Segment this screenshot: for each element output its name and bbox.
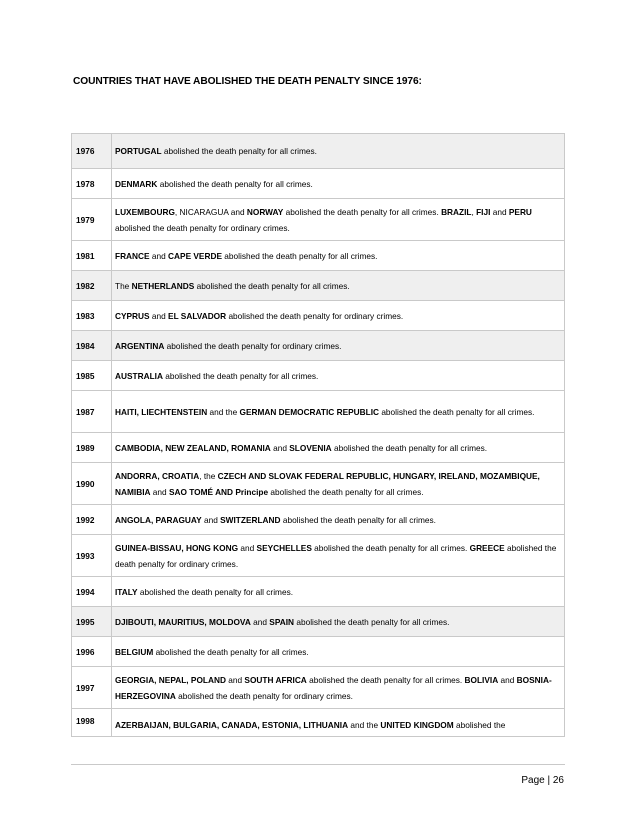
description-cell xyxy=(112,637,565,667)
table-row xyxy=(72,361,565,391)
description-text: and xyxy=(149,310,169,321)
description-text: , the xyxy=(199,470,218,481)
country-name: GERMAN DEMOCRATIC REPUBLIC xyxy=(239,406,380,417)
table-row xyxy=(72,199,565,241)
description-text: The xyxy=(115,280,132,291)
country-name: GUINEA-BISSAU, HONG KONG xyxy=(115,542,239,553)
description-text: abolished the death penalty for ordinary crimes. xyxy=(226,310,404,321)
year-cell: 1998 xyxy=(72,709,112,737)
description-text: and xyxy=(498,674,517,685)
description-text: , xyxy=(174,206,180,217)
description-cell xyxy=(112,709,565,737)
country-name: AZERBAIJAN, BULGARIA, CANADA, ESTONIA, LITHUANIA xyxy=(115,720,349,730)
table-row xyxy=(72,667,565,709)
year-cell: 1981 xyxy=(72,241,112,271)
description-text: NICARAGUA xyxy=(179,206,229,217)
year-cell: 1992 xyxy=(72,505,112,535)
year-cell: 1983 xyxy=(72,301,112,331)
year-cell: 1978 xyxy=(72,169,112,199)
country-name: SOUTH AFRICA xyxy=(244,674,307,685)
description-text: abolished the death penalty for all crimes. xyxy=(379,406,535,417)
description-cell xyxy=(112,607,565,637)
country-name: PERU xyxy=(508,206,532,217)
description-text: and xyxy=(270,442,290,453)
year-cell: 1982 xyxy=(72,271,112,301)
description-cell xyxy=(112,271,565,301)
description-text: and xyxy=(238,542,257,553)
description-cell xyxy=(112,169,565,199)
description-text: abolished the death penalty for ordinary crimes. xyxy=(115,222,290,233)
table-row xyxy=(72,505,565,535)
description-text: and xyxy=(149,250,169,261)
table-row xyxy=(72,301,565,331)
description-text: abolished the death penalty for ordinary crimes. xyxy=(175,690,353,701)
description-cell xyxy=(112,391,565,433)
description-cell xyxy=(112,577,565,607)
year-cell: 1984 xyxy=(72,331,112,361)
year-cell: 1985 xyxy=(72,361,112,391)
country-name: GEORGIA, NEPAL, POLAND xyxy=(115,674,226,685)
table-row xyxy=(72,709,565,737)
year-cell: 1997 xyxy=(72,667,112,709)
table-row xyxy=(72,535,565,577)
description-text: abolished the death penalty for all crimes. xyxy=(161,146,317,156)
year-cell: 1995 xyxy=(72,607,112,637)
description-text: abolished the death penalty for all crimes. xyxy=(222,250,378,261)
table-row xyxy=(72,463,565,505)
year-cell: 1993 xyxy=(72,535,112,577)
description-cell xyxy=(112,134,565,169)
country-name: ARGENTINA xyxy=(115,340,165,351)
country-name: SAO TOMÉ AND Principe xyxy=(168,486,269,497)
table-row xyxy=(72,607,565,637)
description-text: abolished the death penalty for ordinary crimes. xyxy=(115,542,557,569)
description-text: and xyxy=(225,674,245,685)
country-name: SPAIN xyxy=(269,616,295,627)
description-text: abolished the death penalty for all crimes. xyxy=(306,674,465,685)
description-text: and xyxy=(201,514,221,525)
country-name: AUSTRALIA xyxy=(115,370,163,381)
description-text: and xyxy=(490,206,509,217)
country-name: CZECH AND SLOVAK FEDERAL REPUBLIC, HUNGARY, IRELAND, MOZAMBIQUE, NAMIBIA xyxy=(115,470,540,497)
description-text: abolished the death penalty for all crimes. xyxy=(283,206,442,217)
description-text: abolished the death penalty for all crimes. xyxy=(311,542,470,553)
description-cell xyxy=(112,241,565,271)
table-row xyxy=(72,134,565,169)
country-name: GREECE xyxy=(469,542,505,553)
country-name: FIJI xyxy=(476,206,491,217)
country-name: NORWAY xyxy=(246,206,284,217)
description-text: abolished the death penalty for all crimes. xyxy=(331,442,488,453)
description-cell xyxy=(112,361,565,391)
country-name: ITALY xyxy=(115,586,138,597)
year-cell: 1990 xyxy=(72,463,112,505)
country-name: SLOVENIA xyxy=(289,442,332,453)
page-number: Page | 26 xyxy=(521,775,564,786)
description-text: abolished the death penalty for ordinary crimes. xyxy=(164,340,342,351)
description-cell xyxy=(112,505,565,535)
description-cell xyxy=(112,667,565,709)
country-name: CYPRUS xyxy=(115,310,150,321)
description-text: and xyxy=(228,206,247,217)
country-name: BELGIUM xyxy=(115,646,154,657)
description-text: abolished the death penalty for all crimes. xyxy=(162,370,319,381)
year-cell: 1979 xyxy=(72,199,112,241)
country-name: CAPE VERDE xyxy=(168,250,222,261)
country-name: NETHERLANDS xyxy=(131,280,195,291)
description-cell xyxy=(112,433,565,463)
description-text: and xyxy=(150,486,169,497)
country-name: BOSNIA-HERZEGOVINA xyxy=(115,674,552,701)
description-cell xyxy=(112,535,565,577)
description-cell xyxy=(112,199,565,241)
description-text: and the xyxy=(348,720,381,730)
year-cell: 1994 xyxy=(72,577,112,607)
country-name: ANGOLA, PARAGUAY xyxy=(115,514,202,525)
country-name: DENMARK xyxy=(115,178,158,189)
description-text: abolished the death penalty for all crimes. xyxy=(294,616,450,627)
table-row xyxy=(72,391,565,433)
table-row xyxy=(72,169,565,199)
description-text: abolished the death penalty for all crimes. xyxy=(137,586,294,597)
table-row xyxy=(72,637,565,667)
abolition-table xyxy=(71,133,565,737)
year-cell: 1976 xyxy=(72,134,112,169)
description-text: abolished the death penalty for all crimes. xyxy=(280,514,436,525)
country-name: CAMBODIA, NEW ZEALAND, ROMANIA xyxy=(115,442,271,453)
table-row xyxy=(72,331,565,361)
table-row xyxy=(72,241,565,271)
country-name: FRANCE xyxy=(115,250,150,261)
country-name: LUXEMBOURG xyxy=(115,206,175,217)
description-cell xyxy=(112,301,565,331)
description-text: abolished the xyxy=(453,720,506,730)
country-name: DJIBOUTI, MAURITIUS, MOLDOVA xyxy=(115,616,251,627)
country-name: SEYCHELLES xyxy=(256,542,312,553)
country-name: ANDORRA, CROATIA xyxy=(115,470,200,481)
description-text: , xyxy=(471,206,477,217)
country-name: UNITED KINGDOM xyxy=(380,720,454,730)
description-text: and xyxy=(250,616,270,627)
description-text: abolished the death penalty for all crimes. xyxy=(153,646,309,657)
country-name: HAITI, LIECHTENSTEIN xyxy=(115,406,208,417)
footer-divider xyxy=(71,764,565,765)
description-text: and the xyxy=(207,406,240,417)
country-name: SWITZERLAND xyxy=(220,514,281,525)
description-cell xyxy=(112,331,565,361)
country-name: BRAZIL xyxy=(441,206,472,217)
year-cell: 1989 xyxy=(72,433,112,463)
table-row xyxy=(72,433,565,463)
description-text: abolished the death penalty for all crimes. xyxy=(268,486,424,497)
country-name: BOLIVIA xyxy=(464,674,499,685)
year-cell: 1987 xyxy=(72,391,112,433)
country-name: PORTUGAL xyxy=(115,146,162,156)
page-heading: COUNTRIES THAT HAVE ABOLISHED THE DEATH PENALTY SINCE 1976: xyxy=(73,76,422,87)
table-row xyxy=(72,577,565,607)
description-text: abolished the death penalty for all crimes. xyxy=(194,280,350,291)
table-row xyxy=(72,271,565,301)
country-name: EL SALVADOR xyxy=(168,310,227,321)
year-cell: 1996 xyxy=(72,637,112,667)
description-text: abolished the death penalty for all crimes. xyxy=(157,178,313,189)
description-cell xyxy=(112,463,565,505)
abolition-table-body xyxy=(72,134,565,737)
